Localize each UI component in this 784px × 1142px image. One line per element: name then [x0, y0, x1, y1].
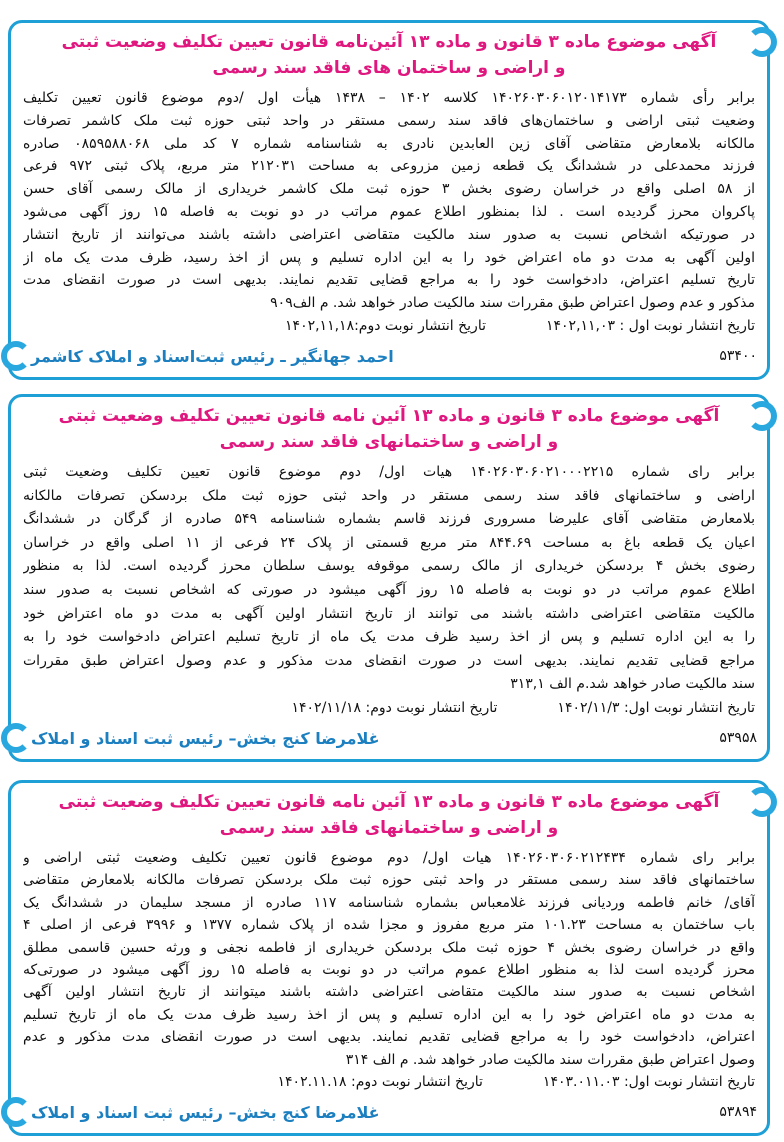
notice-body-line: اعتراض، دادخواست خود را به مراجع قضایی تقدیم نمایند. بدیهی است در صورت انقضای مدت مذکور و عدم — [23, 1029, 755, 1046]
notice-title-line: و اراضی و ساختمانهای فاقد سند رسمی — [219, 432, 559, 452]
publication-dates — [23, 315, 755, 337]
notice-title-line: و اراضی و ساختمان های فاقد سند رسمی — [212, 58, 566, 78]
publication-dates — [23, 697, 755, 719]
swirl-ornament-icon — [747, 27, 777, 57]
second-publication-date: تاریخ انتشار نوبت دوم: ۱۴۰۲/۱۱/۱۸ — [291, 699, 498, 716]
notice-title — [11, 789, 767, 841]
notice-body-line: برابر رای شماره ۱۴۰۲۶۰۳۰۶۰۲۱۲۴۳۴ هیات اول/ دوم موضوع قانون تعیین تکلیف وضعیت ثبتی اراضی و — [23, 850, 755, 866]
notice-body — [23, 461, 755, 719]
second-publication-date: تاریخ انتشار نوبت دوم: ۱۴۰۲.۱۱.۱۸ — [277, 1073, 483, 1090]
swirl-ornament-icon — [1, 723, 31, 753]
notice-code: ۵۳۹۵۸ — [719, 730, 757, 746]
notice-body-line: سند مالکیت صادر خواهد شد.م الف ۳۱۳,۱ — [510, 676, 755, 693]
swirl-ornament-icon — [1, 1097, 31, 1127]
notice-body-line: مراجع قضایی تقدیم نمایند. بدیهی است در صورت انقضای مدت مذکور و عدم وصول اعتراض طبق مقررات — [23, 652, 755, 669]
notice-code: ۵۳۴۰۰ — [719, 348, 757, 364]
first-publication-date: تاریخ انتشار نوبت اول: ۱۴۰۲/۱۱/۳ — [557, 699, 755, 716]
notice-footer — [21, 723, 757, 753]
notice-body-line: باب ساختمان به مساحت ۱۰۱.۲۳ متر مربع مفروز و مجزا شده از پلاک شماره ۱۳۷۷ و ۳۹۹۶ فرعی از اصلی ۴ — [23, 917, 755, 934]
notice-body-line: اعیان یک قطعه باغ به مساحت ۸۴۴.۶۹ متر مربع قسمتی از پلاک ۲۴ فرعی از ۱۱ اصلی واقع در خراسان — [23, 534, 755, 551]
notice-body-line: اولین آگهی به مدت دو ماه اعتراض خود را به این اداره تسلیم و پس از اخذ رسید، ظرف مدت یک ماه از — [23, 249, 755, 266]
second-publication-date: تاریخ انتشار نوبت دوم:۱۴۰۲,۱۱,۱۸ — [285, 317, 486, 334]
notice-body-line: به مدت دو ماه اعتراض خود را به این اداره تسلیم و پس از اخذ رسید ظرف مدت یک ماه از تاریخ تسلیم — [23, 1006, 755, 1023]
notice-body-line: وصول اعتراض طبق مقررات سند مالکیت صادر خواهد شد. م الف ۳۱۴ — [345, 1051, 755, 1068]
signature: غلامرضا کنج بخش– رئیس ثبت اسناد و املاک — [31, 728, 380, 748]
notice-body — [23, 847, 755, 1093]
swirl-ornament-icon — [1, 341, 31, 371]
notice-body-line: برابر رأی شماره ۱۴۰۲۶۰۳۰۶۰۱۲۰۱۴۱۷۳ کلاسه ۱۴۰۲ – ۱۴۳۸ هیأت اول /دوم موضوع قانون تعیین تکلیف — [23, 90, 755, 106]
notice-body-line: واقع در خراسان رضوی بخش ۴ حوزه ثبت ملک بردسکن خریداری از فاطمه نجفی و ورثه حسین قاسمی مطلق — [23, 939, 755, 956]
notice-body-line: آقای/ خانم فاطمه وردیانی فرزند غلامعباس بشماره شناسنامه ۱۱۷ صادره از مسجد سلیمان در ششدانگ یک — [23, 894, 755, 911]
notice-title-line: آگهی موضوع ماده ۳ قانون و ماده ۱۳ آئین‌نامه قانون تعیین تکلیف وضعیت ثبتی — [61, 32, 717, 52]
notice-title — [11, 29, 767, 81]
signature: احمد جهانگیر ـ رئیس ثبت‌اسناد و املاک کاشمر — [31, 346, 394, 366]
notice-body-line: اطلاع عموم مراتب در دو نوبت به فاصله ۱۵ روز آگهی میشود در صورتی که اشخاص نسبت به صدور سند — [23, 581, 755, 598]
notice-body-line: پاکروان محرز گردیده است . لذا بمنظور اطلاع عموم مراتب در دو نوبت به فاصله ۱۵ روز آگهی می‌شود — [23, 203, 755, 220]
swirl-ornament-icon — [747, 401, 777, 431]
notice-2 — [8, 394, 770, 762]
notice-3 — [8, 780, 770, 1136]
notice-body-line: از ۵۸ اصلی واقع در خراسان رضوی بخش ۳ حوزه ثبت ملک کاشمر خریداری از مالک رسمی آقای حسن — [23, 181, 755, 198]
notice-1 — [8, 20, 770, 380]
notice-body-line: تاریخ تسلیم اعتراض، دادخواست خود را به مراجع قضایی تقدیم نمایند. بدیهی است در صورت انقضای مدت — [23, 272, 755, 289]
notice-body-line: مذکور و عدم وصول اعتراض طبق مقررات سند مالکیت صادر خواهد شد. م الف۹۰۹ — [270, 295, 755, 312]
notice-body-line: مالکانه بلامعارض متقاضی آقای زین العابدین نادری به شناسنامه شماره ۷ کد ملی ۰۸۵۹۵۸۸۰۶۸ صادره — [23, 135, 755, 152]
notice-body-line: را به این اداره تسلیم و پس از اخذ رسید ظرف مدت یک ماه از تاریخ تسلیم اعتراض دادخواست خود را به — [23, 629, 755, 646]
notice-footer — [21, 341, 757, 371]
notice-title-line: آگهی موضوع ماده ۳ قانون و ماده ۱۳ آئین نامه قانون تعیین تکلیف وضعیت ثبتی — [58, 792, 720, 812]
notice-footer — [21, 1097, 757, 1127]
swirl-ornament-icon — [747, 787, 777, 817]
notice-code: ۵۳۸۹۴ — [719, 1104, 757, 1120]
publication-dates — [23, 1071, 755, 1093]
notice-body-line: مالکیت متقاضی اعتراضی داشته باشند می توانند از تاریخ انتشار اولین آگهی به مدت دو ماه اعتراض خود — [23, 605, 755, 622]
notice-body-line: اشخاص نسبت به صدور سند مالکیت متقاضی اعتراضی داشته باشند میتوانند از تاریخ انتشار اولین آگهی — [23, 984, 755, 1001]
notice-title-line: و اراضی و ساختمانهای فاقد سند رسمی — [219, 818, 559, 838]
notice-body-line: وضعیت ثبتی اراضی و ساختمان‌های فاقد سند رسمی مستقر در واحد ثبتی حوزه ثبت ملک کاشمر تصرفات — [23, 112, 755, 129]
first-publication-date: تاریخ انتشار نوبت اول: ۱۴۰۳.۰۱۱.۰۳ — [542, 1073, 755, 1090]
notice-title — [11, 403, 767, 455]
notice-body-line: ساختمانهای فاقد سند رسمی مستقر در واحد ثبتی حوزه ثبت ملک بردسکن تصرفات مالکانه بلامعارض متقاضی — [23, 872, 755, 889]
notice-body — [23, 87, 755, 337]
signature: غلامرضا کنج بخش– رئیس ثبت اسناد و املاک — [31, 1102, 380, 1122]
notice-body-line: اراضی و ساختمانهای فاقد سند رسمی مستقر در واحد ثبتی حوزه ثبت ملک بردسکن تصرفات مالکانه — [23, 487, 755, 504]
notice-body-line: در صورتیکه اشخاص نسبت به صدور سند مالکیت متقاضی اعتراضی داشته باشند می‌توانند از تاریخ انتشار — [23, 226, 755, 243]
notice-body-line: برابر رای شماره ۱۴۰۲۶۰۳۰۶۰۲۱۰۰۰۲۲۱۵ هیات اول/ دوم موضوع قانون تعیین تکلیف وضعیت ثبتی — [23, 464, 755, 480]
notice-body-line: فرزند محمدعلی در ششدانگ یک قطعه زمین مزروعی به مساحت ۲۱۲۰۳۱ متر مربع، پلاک ثبتی ۹۷۲ فرعی — [23, 158, 755, 175]
notice-body-line: بلامعارض متقاضی آقای علیرضا مسروری فرزند قاسم بشماره شناسنامه ۵۴۹ صادره از گرگان در ششدانگ — [23, 511, 755, 528]
notice-body-line: محرز گردیده است لذا به منظور اطلاع عموم مراتب در دو نوبت به فاصله ۱۵ روز آگهی میشود در صورتی‌که — [23, 961, 755, 978]
first-publication-date: تاریخ انتشار نوبت اول : ۱۴۰۲,۱۱,۰۳ — [545, 317, 755, 334]
notice-body-line: رضوی بخش ۴ بردسکن خریداری از مالک رسمی موقوفه یوسف سلطان محرز گردیده است. لذا به منظور — [23, 558, 755, 575]
notice-title-line: آگهی موضوع ماده ۳ قانون و ماده ۱۳ آئین نامه قانون تعیین تکلیف وضعیت ثبتی — [58, 406, 720, 426]
